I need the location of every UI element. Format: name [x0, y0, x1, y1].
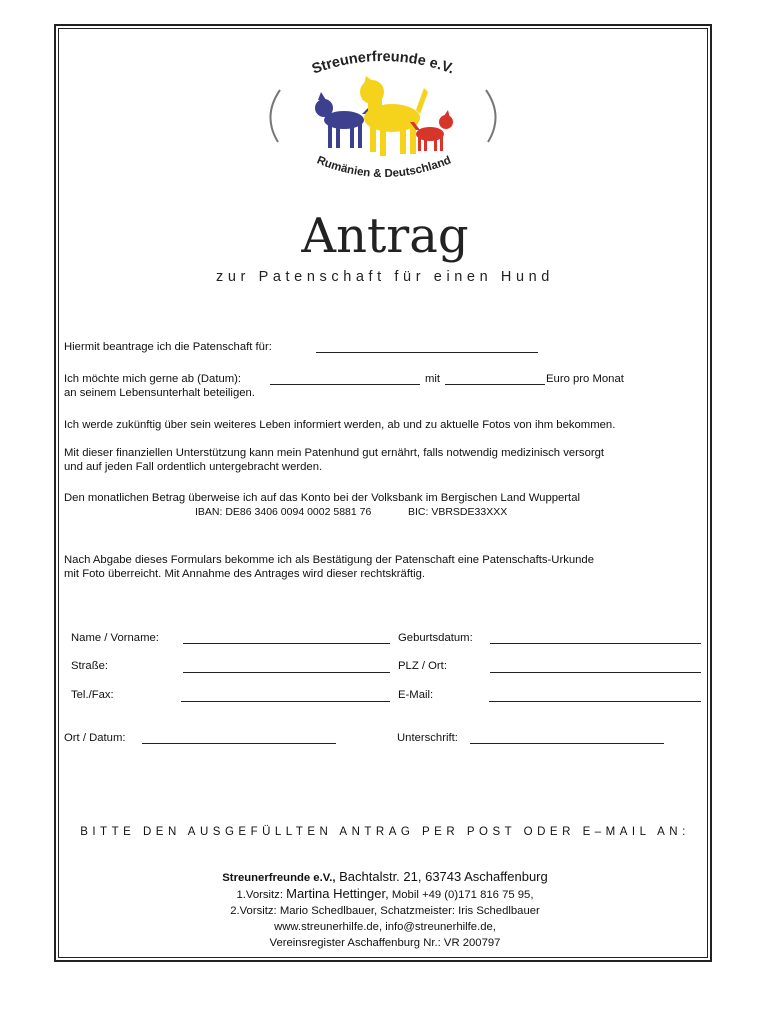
amount-blank[interactable]	[445, 384, 545, 385]
page-title: Antrag	[301, 208, 469, 264]
support-paragraph-line2: und auf jeden Fall ordentlich untergebracht werden.	[64, 461, 323, 473]
place-date-field[interactable]	[142, 743, 336, 744]
org-address: Bachtalstr. 21, 63743 Aschaffenburg	[335, 869, 548, 884]
support-paragraph-line1: Mit dieser finanziellen Unterstützung kann mein Patenhund gut ernährt, falls notwendig medizinisch versorgt	[64, 447, 605, 459]
certificate-paragraph-line2: mit Foto überreicht. Mit Annahme des Antrages wird dieser rechtskräftig.	[64, 568, 426, 580]
contact-footer	[0, 869, 770, 951]
chair1-name: Martina Hettinger,	[286, 886, 389, 901]
logo-top-text: Streunerfreunde e.V.	[309, 48, 457, 78]
tel-fax-label: Tel./Fax:	[71, 689, 114, 701]
name-field[interactable]	[183, 643, 390, 644]
page-subtitle: zur Patenschaft für einen Hund	[216, 269, 554, 285]
streunerfreunde-logo	[258, 48, 508, 190]
dog-name-blank[interactable]	[316, 352, 538, 353]
contribution-text: an seinem Lebensunterhalt beteiligen.	[64, 387, 255, 399]
logo-left-bracket	[270, 90, 280, 142]
start-date-blank[interactable]	[270, 384, 420, 385]
chair1-line	[0, 886, 770, 903]
chair1-prefix: 1.Vorsitz:	[236, 889, 287, 901]
logo-bottom-text: Rumänien & Deutschland	[315, 154, 453, 181]
web-email-line: www.streunerhilfe.de, info@streunerhilfe.de,	[274, 921, 496, 933]
email-field[interactable]	[489, 701, 701, 702]
zip-city-label: PLZ / Ort:	[398, 660, 447, 672]
blue-dog-icon	[315, 92, 370, 148]
chair1-phone: Mobil +49 (0)171 816 75 95,	[388, 889, 534, 901]
bic-text: BIC: VBRSDE33XXX	[408, 506, 508, 518]
with-label: mit	[425, 373, 441, 385]
signature-label: Unterschrift:	[397, 732, 458, 744]
zip-city-field[interactable]	[490, 672, 701, 673]
org-name: Streunerfreunde e.V.,	[222, 872, 336, 884]
chair2-line: 2.Vorsitz: Mario Schedlbauer, Schatzmeister: Iris Schedlbauer	[230, 905, 540, 917]
birthdate-label: Geburtsdatum:	[398, 632, 473, 644]
signature-field[interactable]	[470, 743, 664, 744]
register-line: Vereinsregister Aschaffenburg Nr.: VR 200797	[269, 937, 501, 949]
start-date-label: Ich möchte mich gerne ab (Datum):	[64, 373, 242, 385]
place-date-label: Ort / Datum:	[64, 732, 126, 744]
tel-fax-field[interactable]	[181, 701, 390, 702]
certificate-paragraph-line1: Nach Abgabe dieses Formulars bekomme ich als Bestätigung der Patenschaft eine Patenschafts-Urkunde	[64, 554, 594, 566]
name-label: Name / Vorname:	[71, 632, 159, 644]
mailing-instructions-heading: BITTE DEN AUSGEFÜLLTEN ANTRAG PER POST ODER E–MAIL AN:	[80, 826, 690, 838]
address-line	[0, 869, 770, 886]
bank-transfer-text: Den monatlichen Betrag überweise ich auf das Konto bei der Volksbank im Bergischen Land Wuppertal	[64, 492, 580, 504]
yellow-dog-icon	[360, 76, 428, 156]
email-label: E-Mail:	[398, 689, 434, 701]
street-field[interactable]	[183, 672, 390, 673]
euro-per-month-label: Euro pro Monat	[546, 373, 624, 385]
sponsorship-request-label: Hiermit beantrage ich die Patenschaft für:	[64, 341, 272, 353]
logo-right-bracket	[486, 90, 496, 142]
iban-text: IBAN: DE86 3406 0094 0002 5881 76	[195, 506, 372, 518]
street-label: Straße:	[71, 660, 109, 672]
info-paragraph: Ich werde zukünftig über sein weiteres Leben informiert werden, ab und zu aktuelle Fotos von ihm bekommen.	[64, 419, 616, 431]
birthdate-field[interactable]	[490, 643, 701, 644]
